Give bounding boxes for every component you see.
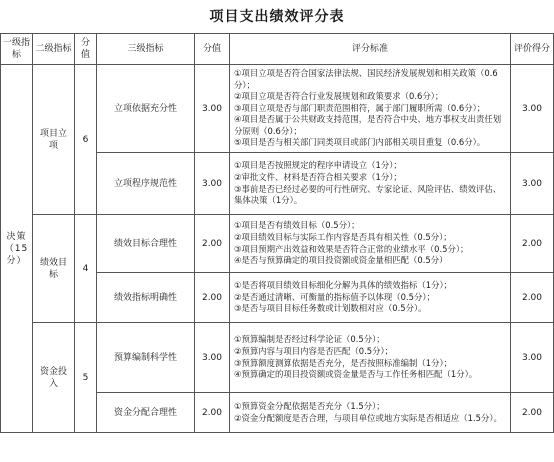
criteria-line: ④是否与预算确定的项目投资额或资金量相匹配（0.5分）	[234, 255, 448, 266]
criteria-line: ③预算额度测算依据是否充分，是否按照标准编制（1分）；	[234, 357, 453, 368]
criteria-line: ③是否与项目目标任务数或计划数相对应（0.5分）。	[234, 303, 427, 314]
level1-cell: 决策（15分）	[1, 65, 33, 433]
eval-score: 2.00	[511, 393, 554, 433]
group-name: 资金投入	[33, 323, 75, 433]
criteria-cell	[230, 393, 511, 433]
page-title: 项目支出绩效评分表	[209, 9, 345, 25]
indicator-name: 立项程序规范性	[97, 153, 195, 215]
header-score-col: 分值	[75, 34, 97, 65]
criteria-line: ①项目是否有绩效目标（0.5分）；	[234, 220, 360, 231]
criteria-line: ①项目立项是否符合国家法律法规、国民经济发展规划和相关政策（0.6分）；	[234, 67, 498, 90]
criteria-line: ③事前是否已经过必要的可行性研究、专家论证、风险评估、绩效评估、集体决策（1分）。	[234, 183, 502, 206]
header-row	[1, 34, 554, 65]
group-score: 6	[75, 65, 97, 215]
header-level2: 二级指标	[33, 34, 75, 65]
indicator-score: 3.00	[195, 65, 230, 153]
group-score: 4	[75, 215, 97, 323]
score-table	[0, 33, 554, 433]
criteria-cell	[230, 153, 511, 215]
criteria-cell	[230, 323, 511, 393]
criteria-line: ①预算编制是否经过科学论证（0.5分）；	[234, 334, 385, 345]
indicator-score: 2.00	[195, 273, 230, 323]
criteria-line: ②资金分配额度是否合理，与项目单位或地方实际是否相适应（1.5分）。	[234, 412, 502, 423]
criteria-line: ③项目立项是否与部门职责范围相符，属于部门履职所需（0.6分）；	[234, 102, 486, 113]
table-row	[1, 65, 554, 153]
criteria-cell	[230, 215, 511, 273]
eval-score: 3.00	[511, 153, 554, 215]
indicator-score: 2.00	[195, 215, 230, 273]
header-level1: 一级指标	[1, 34, 33, 65]
criteria-line: ⑤项目是否与相关部门同类项目或部门内部相关项目重复（0.6分）。	[234, 137, 486, 148]
criteria-line: ①项目是否按照规定的程序申请设立（1分）；	[234, 160, 402, 171]
header-score: 分值	[195, 34, 230, 65]
header-criteria: 评分标准	[230, 34, 511, 65]
eval-score: 3.00	[511, 323, 554, 393]
header-eval-score: 评价得分	[511, 34, 554, 65]
group-score: 5	[75, 323, 97, 433]
criteria-line: ①预算资金分配依据是否充分（1.5分）；	[234, 400, 385, 411]
criteria-line: ②项目立项是否符合行业发展规划和政策要求（0.6分）；	[234, 91, 444, 102]
indicator-score: 2.00	[195, 393, 230, 433]
indicator-name: 预算编制科学性	[97, 323, 195, 393]
indicator-score: 3.00	[195, 153, 230, 215]
criteria-line: ②预算内容与项目内容是否匹配（0.5分）；	[234, 345, 394, 356]
criteria-cell	[230, 273, 511, 323]
criteria-line: ②审批文件、材料是否符合相关要求（1分）；	[234, 171, 402, 182]
group-name: 项目立项	[33, 65, 75, 215]
criteria-line: ②是否通过清晰、可衡量的指标值予以体现（0.5分）；	[234, 291, 435, 302]
criteria-line: ④预算确定的项目投资额或资金量是否与工作任务相匹配（1分）。	[234, 369, 478, 380]
indicator-name: 立项依据充分性	[97, 65, 195, 153]
eval-score: 2.00	[511, 273, 554, 323]
header-level3: 三级指标	[97, 34, 195, 65]
indicator-name: 资金分配合理性	[97, 393, 195, 433]
table-row	[1, 215, 554, 273]
indicator-score: 3.00	[195, 323, 230, 393]
eval-score: 3.00	[511, 65, 554, 153]
group-name: 绩效目标	[33, 215, 75, 323]
criteria-line: ④项目是否属于公共财政支持范围，是否符合中央、地方事权支出责任划分原则（0.6分）；	[234, 114, 502, 136]
table-row	[1, 323, 554, 393]
indicator-name: 绩效目标合理性	[97, 215, 195, 273]
criteria-line: ③项目预期产出效益和效果是否符合正常的业绩水平（0.5分）；	[234, 243, 469, 254]
eval-score: 2.00	[511, 215, 554, 273]
criteria-line: ②项目绩效目标与实际工作内容是否具有相关性（0.5分）；	[234, 231, 452, 242]
indicator-name: 绩效指标明确性	[97, 273, 195, 323]
criteria-line: ①是否将项目绩效目标细化分解为具体的绩效指标（1分）；	[234, 280, 453, 291]
criteria-cell	[230, 65, 511, 153]
